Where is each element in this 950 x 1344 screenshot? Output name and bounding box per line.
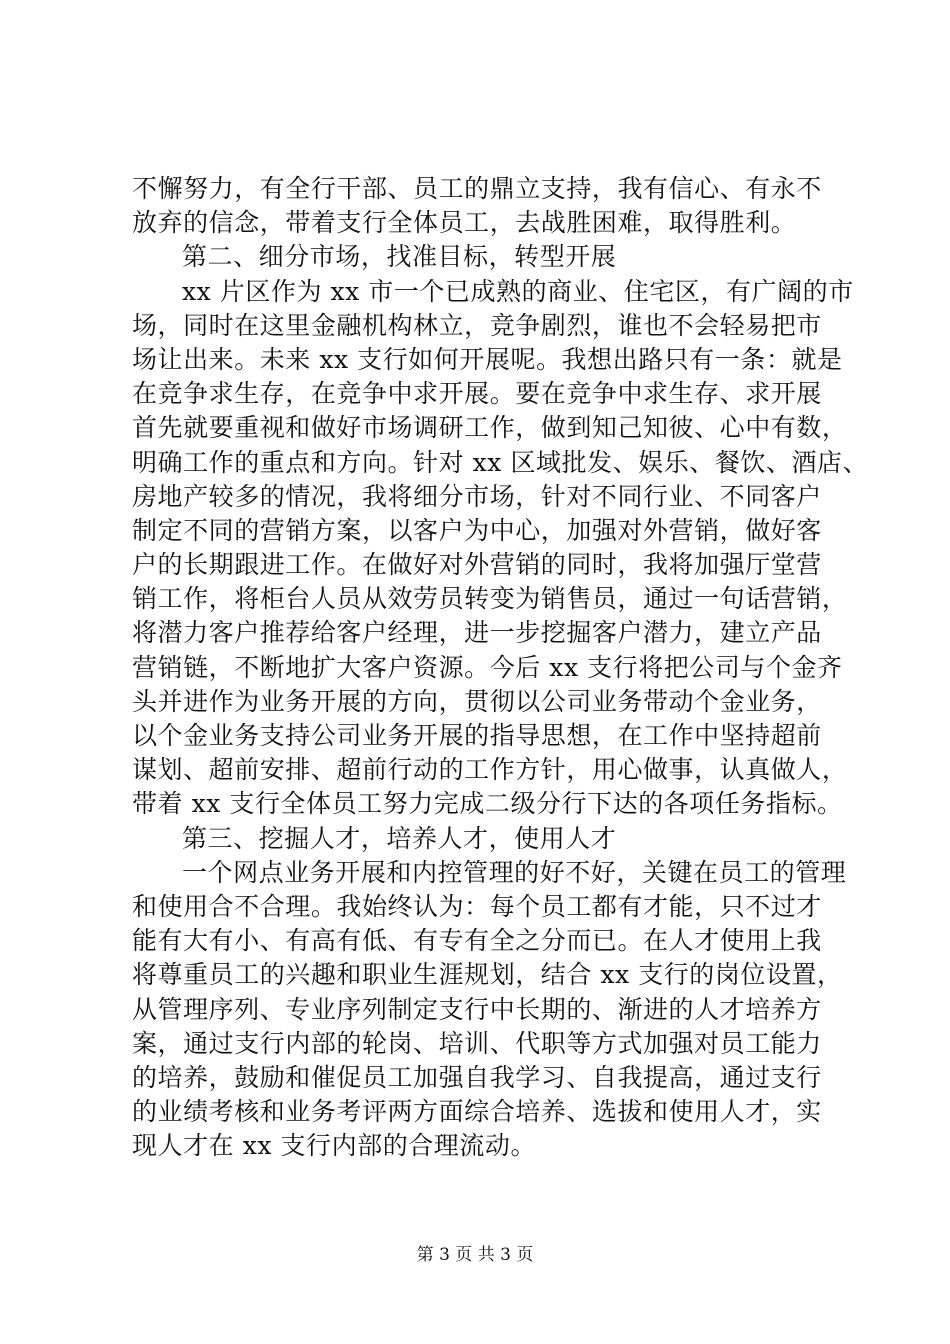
section-heading-2: 第二、细分市场，找准目标，转型开展 [182,242,617,272]
body-line: 将潜力客户推荐给客户经理，进一步挖掘客户潜力，建立产品 [132,618,822,648]
body-line: 一个网点业务开展和内控管理的好不好，关键在员工的管理 [182,857,847,887]
page-footer: 第 3 页 共 3 页 [416,1245,534,1265]
body-line: 的业绩考核和业务考评两方面综合培养、选拔和使用人才，实 [132,1097,822,1127]
body-line: 将尊重员工的兴趣和职业生涯规划，结合 xx 支行的岗位设置， [132,960,843,990]
body-line: 营销链，不断地扩大客户资源。今后 xx 支行将把公司与个金齐 [132,652,843,682]
body-line: 场让出来。未来 xx 支行如何开展呢。我想出路只有一条：就是 [132,344,843,374]
body-line: 谋划、超前安排、超前行动的工作方针，用心做事，认真做人， [132,755,848,785]
body-line: 以个金业务支持公司业务开展的指导思想，在工作中坚持超前 [132,721,822,750]
body-line: 案，通过支行内部的轮岗、培训、代职等方式加强对员工能力 [132,1028,822,1058]
section-heading-3: 第三、挖掘人才，培养人才，使用人才 [182,823,617,853]
body-line: 带着 xx 支行全体员工努力完成二级分行下达的各项任务指标。 [132,789,843,819]
body-line: 放弃的信念，带着支行全体员工，去战胜困难，取得胜利。 [132,208,797,238]
body-line: 能有大有小、有高有低、有专有全之分而已。在人才使用上我 [132,926,822,956]
document-body [132,172,869,1163]
body-line: 房地产较多的情况，我将细分市场，针对不同行业、不同客户 [132,481,822,511]
body-line: 户的长期跟进工作。在做好对外营销的同时，我将加强厅堂营 [132,550,822,580]
body-line: 头并进作为业务开展的方向，贯彻以公司业务带动个金业务， [132,686,822,716]
body-line: 不懈努力，有全行干部、员工的鼎立支持，我有信心、有永不 [132,174,822,203]
body-line: 现人才在 xx 支行内部的合理流动。 [132,1131,536,1161]
body-line: 从管理序列、专业序列制定支行中长期的、渐进的人才培养方 [132,994,822,1024]
body-line: 制定不同的营销方案，以客户为中心，加强对外营销，做好客 [132,515,822,545]
body-line: 首先就要重视和做好市场调研工作，做到知己知彼、心中有数， [132,413,848,443]
body-line: 和使用合不合理。我始终认为：每个员工都有才能，只不过才 [132,891,822,921]
body-line: 在竞争求生存，在竞争中求开展。要在竞争中求生存、求开展 [132,379,822,409]
body-line: 场，同时在这里金融机构林立，竞争剧烈，谁也不会轻易把市 [132,310,822,340]
body-line: xx 片区作为 xx 市一个已成熟的商业、住宅区，有广阔的市 [182,276,854,306]
body-line: 明确工作的重点和方向。针对 xx 区域批发、娱乐、餐饮、酒店、 [132,447,869,477]
body-line: 的培养，鼓励和催促员工加强自我学习、自我提高，通过支行 [132,1062,822,1092]
body-line: 销工作，将柜台人员从效劳员转变为销售员，通过一句话营销， [132,584,848,614]
